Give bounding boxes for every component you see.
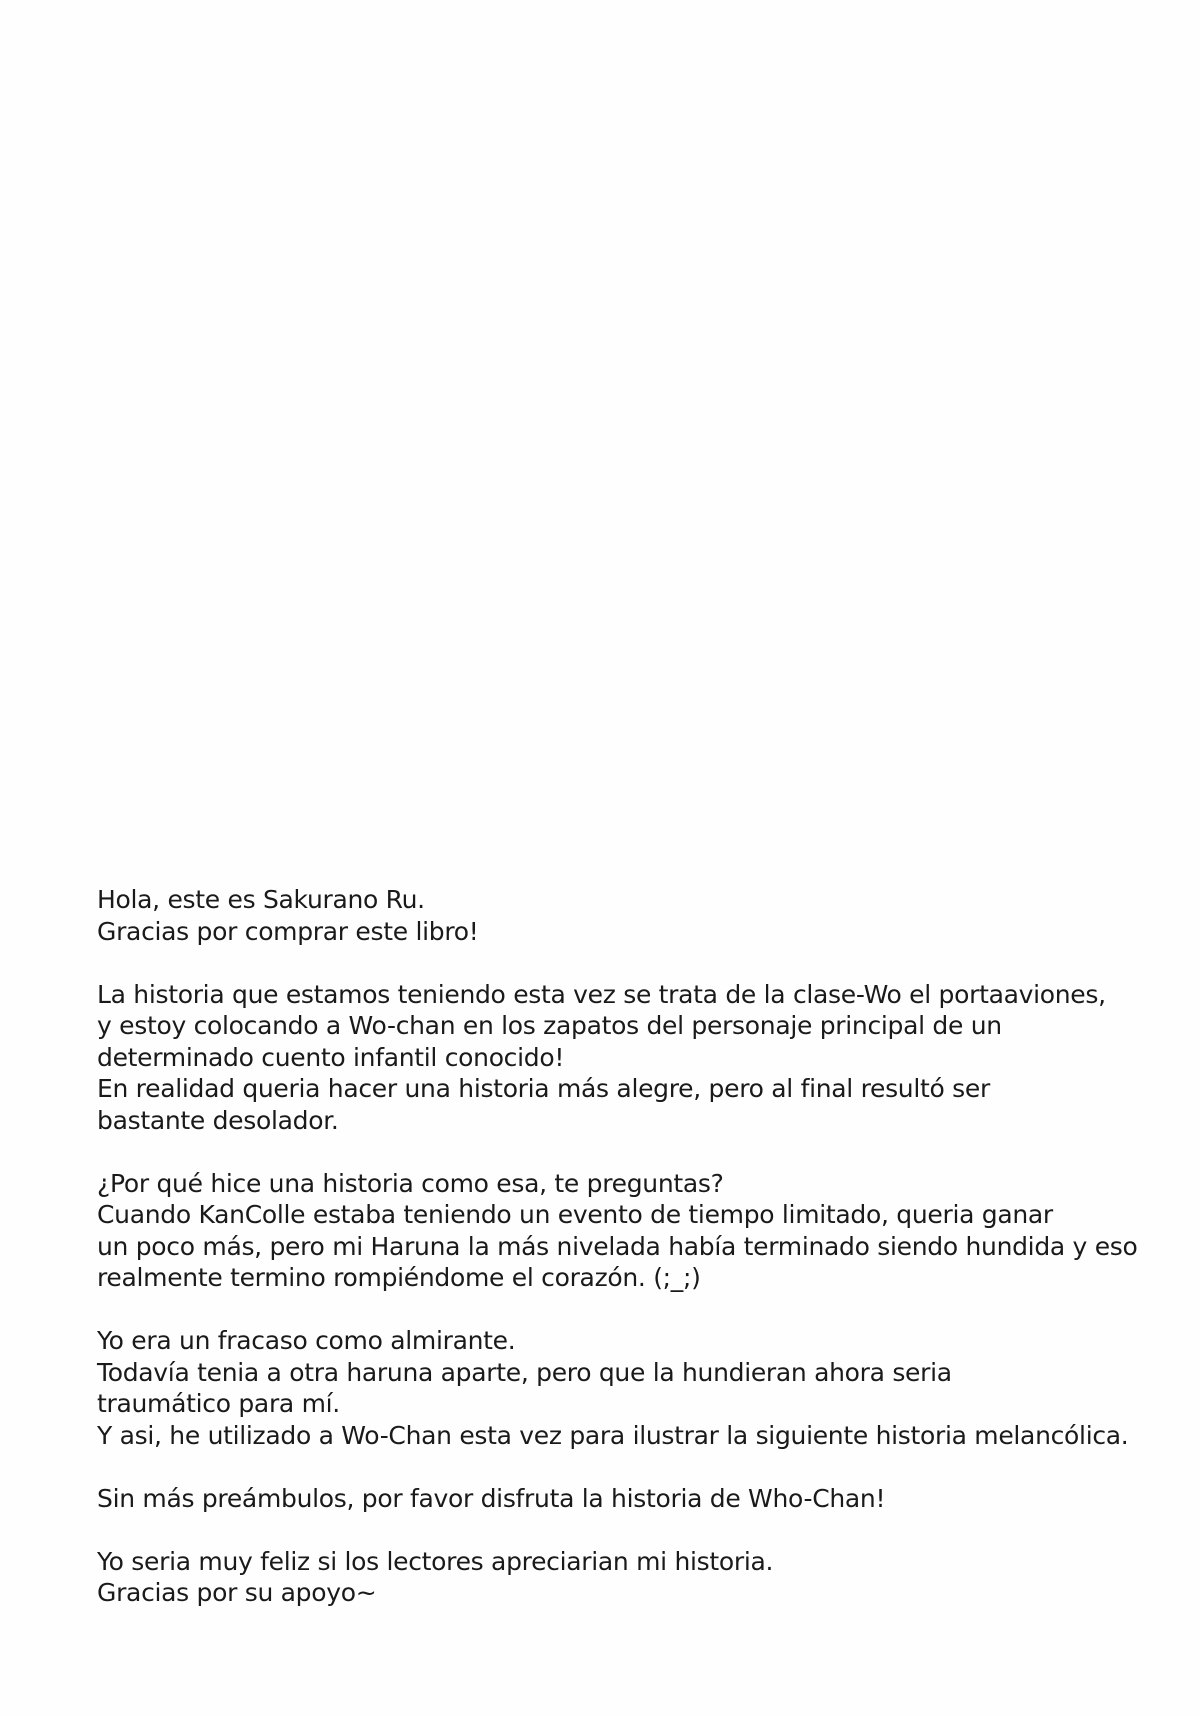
text-line: realmente termino rompiéndome el corazón. (;_;)	[97, 1263, 701, 1292]
admiral-paragraph	[97, 1325, 1157, 1451]
text-line: Sin más preámbulos, por favor disfruta la historia de Who-Chan!	[97, 1483, 886, 1513]
text-line: Yo era un fracaso como almirante.	[97, 1326, 516, 1355]
enjoy-paragraph	[97, 1483, 1157, 1515]
story-intro-paragraph	[97, 979, 1157, 1137]
text-line: Cuando KanColle estaba teniendo un evento de tiempo limitado, queria ganar	[97, 1200, 1053, 1229]
text-line: Gracias por su apoyo~	[97, 1578, 377, 1607]
text-line: Yo seria muy feliz si los lectores apreciarian mi historia.	[97, 1546, 774, 1576]
text-line: determinado cuento infantil conocido!	[97, 1042, 565, 1072]
afterword-text	[97, 884, 1157, 1609]
text-line: un poco más, pero mi Haruna la más nivelada había terminado siendo hundida y eso	[97, 1231, 1138, 1261]
text-line: Todavía tenia a otra haruna aparte, pero que la hundieran ahora seria	[97, 1357, 952, 1387]
text-line: bastante desolador.	[97, 1105, 339, 1135]
reason-paragraph	[97, 1168, 1157, 1294]
text-line: Gracias por comprar este libro!	[97, 916, 479, 946]
text-line: En realidad queria hacer una historia más alegre, pero al final resultó ser	[97, 1074, 990, 1103]
text-line: La historia que estamos teniendo esta vez se trata de la clase-Wo el portaaviones,	[97, 979, 1106, 1009]
text-line: Hola, este es Sakurano Ru.	[97, 885, 425, 914]
text-line: Y asi, he utilizado a Wo-Chan esta vez para ilustrar la siguiente historia melancólica.	[97, 1420, 1129, 1450]
text-line: y estoy colocando a Wo-chan en los zapatos del personaje principal de un	[97, 1011, 1002, 1040]
text-line: ¿Por qué hice una historia como esa, te preguntas?	[97, 1168, 724, 1198]
closing-paragraph	[97, 1546, 1157, 1609]
text-line: traumático para mí.	[97, 1389, 340, 1418]
greeting-paragraph	[97, 884, 1157, 947]
